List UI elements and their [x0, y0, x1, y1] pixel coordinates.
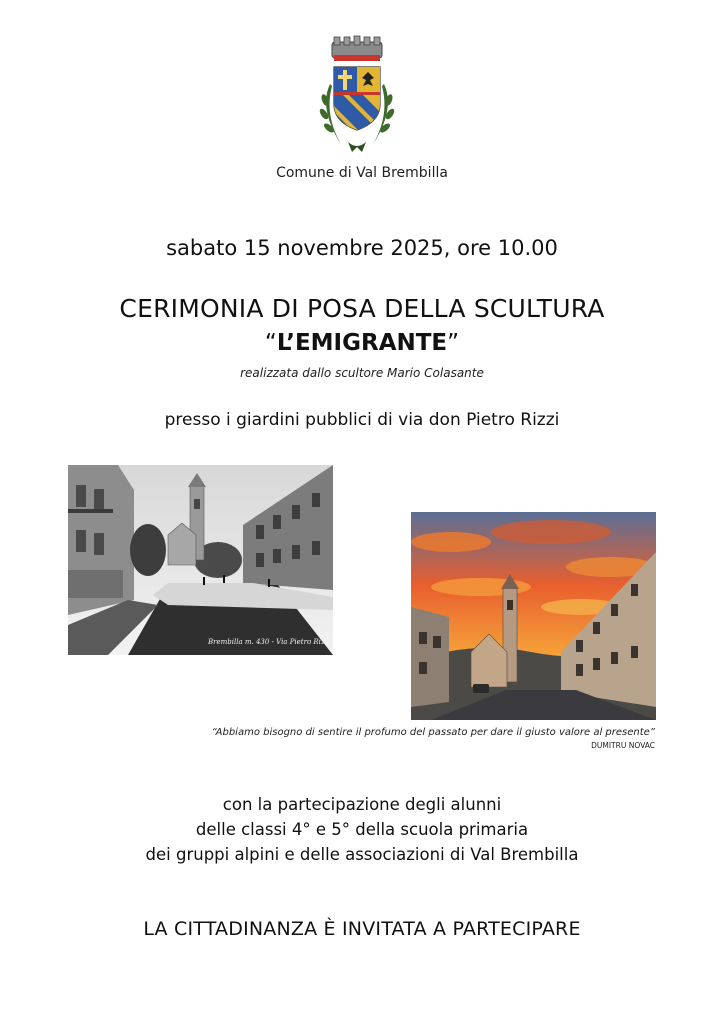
- municipality-name: Comune di Val Brembilla: [276, 165, 448, 181]
- event-date: sabato 15 novembre 2025, ore 10.00: [166, 236, 558, 260]
- sculptor-credit: realizzata dallo scultore Mario Colasante: [240, 366, 484, 380]
- citation-quote: “Abbiamo bisogno di sentire il profumo del passato per dare il giusto valore al presente”: [211, 727, 655, 738]
- municipal-crest-icon: [312, 34, 402, 160]
- participation-line: delle classi 4° e 5° della scuola primaria: [195, 820, 529, 839]
- crown-icon: [332, 36, 382, 61]
- sculpture-title: L’EMIGRANTE: [276, 330, 448, 356]
- open-quote: “: [264, 330, 277, 356]
- invitation-text: LA CITTADINANZA È INVITATA A PARTECIPARE: [143, 918, 581, 940]
- participation-line: con la partecipazione degli alunni: [222, 795, 502, 814]
- sculpture-name: [0, 330, 724, 356]
- shield-icon: [312, 67, 402, 144]
- photo-caption: Brembilla m. 430 - Via Pietro Rizzi: [208, 638, 331, 646]
- modern-street-sunset-photo: [411, 512, 656, 720]
- historic-street-photo: [68, 465, 333, 655]
- participation-line: dei gruppi alpini e delle associazioni di Val Brembilla: [145, 845, 579, 864]
- close-quote: ”: [447, 330, 460, 356]
- page-title: CERIMONIA DI POSA DELLA SCULTURA: [119, 294, 605, 323]
- event-location: presso i giardini pubblici di via don Pietro Rizzi: [164, 410, 560, 430]
- citation-author: DUMITRU NOVAC: [591, 741, 655, 750]
